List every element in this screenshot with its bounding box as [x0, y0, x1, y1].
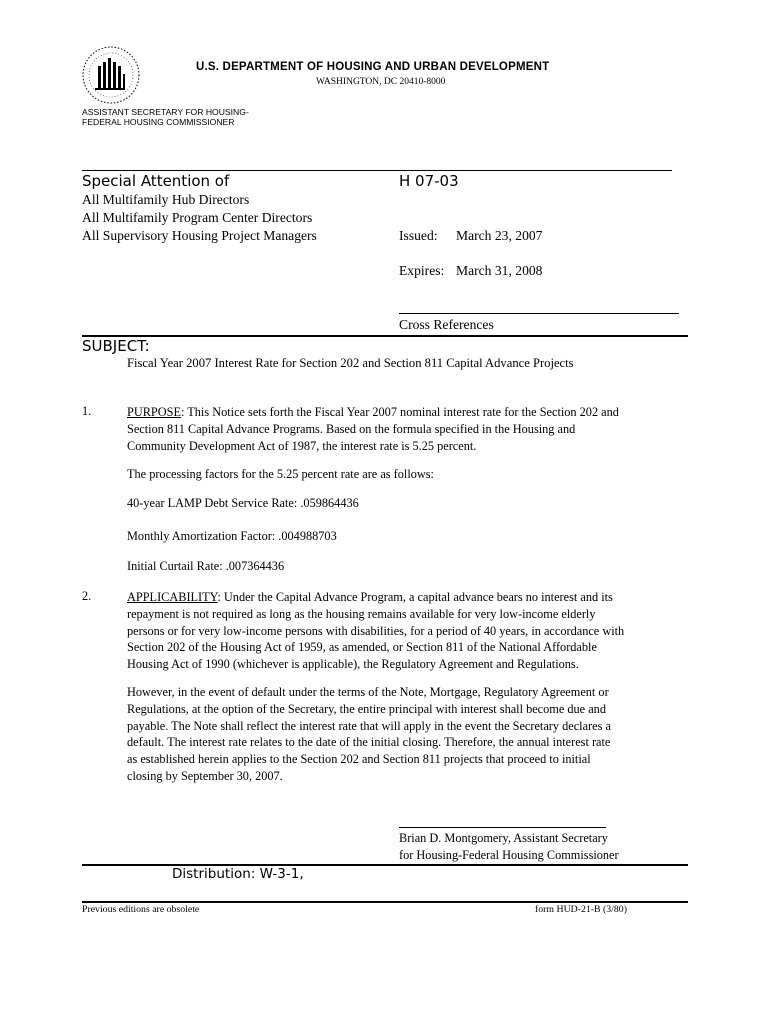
expires-date: March 31, 2008 [456, 263, 543, 278]
applicability-heading: APPLICABILITY [127, 590, 218, 604]
subject-text: Fiscal Year 2007 Interest Rate for Section 202 and Section 811 Capital Advance Projects [127, 356, 574, 370]
applicability-line-2: repayment is not required as long as the housing remains available for very low-income elderly [127, 606, 596, 621]
previous-editions-note: Previous editions are obsolete [82, 904, 200, 915]
recipient-1: All Multifamily Hub Directors [82, 192, 250, 207]
recipient-3: All Supervisory Housing Project Managers [82, 228, 317, 243]
cross-references-label: Cross References [399, 317, 494, 332]
purpose-heading: PURPOSE [127, 405, 181, 419]
issued-date: March 23, 2007 [456, 228, 543, 243]
recipient-2: All Multifamily Program Center Directors [82, 210, 313, 225]
factor-initial-curtail: Initial Curtail Rate: .007364436 [127, 559, 285, 573]
hud-seal-logo [80, 44, 142, 106]
footer-rule [82, 901, 688, 903]
default-line-6: closing by September 30, 2007. [127, 768, 283, 783]
signatory-name-title: Brian D. Montgomery, Assistant Secretary [399, 831, 608, 845]
factor-lamp-debt-service: 40-year LAMP Debt Service Rate: .059864436 [127, 496, 359, 510]
header-rule [82, 170, 672, 171]
signatory-office: for Housing-Federal Housing Commissioner [399, 848, 619, 862]
office-line-1: ASSISTANT SECRETARY FOR HOUSING- [82, 107, 249, 117]
purpose-line-3: Community Development Act of 1987, the interest rate is 5.25 percent. [127, 438, 477, 453]
factor-monthly-amortization: Monthly Amortization Factor: .004988703 [127, 529, 337, 543]
distribution-line: Distribution: W-3-1, [172, 866, 304, 882]
default-line-1: However, in the event of default under the terms of the Note, Mortgage, Regulatory Agreement or [127, 685, 609, 699]
section-1-purpose [127, 404, 697, 454]
section-2-applicability [127, 589, 697, 673]
expires-label: Expires: [399, 263, 445, 278]
subject-rule [82, 335, 688, 337]
default-line-5: as established herein applies to the Section 202 and Section 811 projects that proceed to initial [127, 752, 591, 767]
issued-label: Issued: [399, 228, 438, 243]
purpose-line-2: Section 811 Capital Advance Programs. Based on the formula specified in the Housing and [127, 421, 576, 436]
office-line-2: FEDERAL HOUSING COMMISSIONER [82, 117, 235, 127]
purpose-line-1: : This Notice sets forth the Fiscal Year 2007 nominal interest rate for the Section 202 and [181, 405, 619, 419]
default-line-2: Regulations, at the option of the Secretary, the entire principal with interest shall become due and [127, 701, 606, 716]
applicability-line-1: : Under the Capital Advance Program, a capital advance bears no interest and its [217, 590, 613, 604]
factors-intro: The processing factors for the 5.25 percent rate are as follows: [127, 467, 434, 481]
form-number: form HUD-21-B (3/80) [535, 904, 627, 915]
section-1-number: 1. [82, 404, 92, 418]
cross-references-rule [399, 313, 679, 314]
section-2-number: 2. [82, 589, 92, 603]
notice-number: H 07-03 [399, 172, 459, 190]
applicability-line-5: Housing Act of 1990 (whichever is applicable), the Regulatory Agreement and Regulations. [127, 657, 579, 672]
applicability-line-4: Section 202 of the Housing Act of 1959, as amended, or Section 811 of the National Affordable [127, 640, 597, 655]
default-line-3: payable. The Note shall reflect the interest rate that will apply in the event the Secretary declares a [127, 718, 611, 733]
department-name: U.S. DEPARTMENT OF HOUSING AND URBAN DEVELOPMENT [196, 61, 550, 73]
default-paragraph [127, 684, 697, 785]
applicability-line-3: persons or for very low-income persons with disabilities, for a period of 40 years, in accordance with [127, 623, 625, 638]
department-location: WASHINGTON, DC 20410-8000 [316, 77, 446, 87]
default-line-4: default. The interest rate relates to the date of the initial closing. Therefore, the annual interest rate [127, 735, 611, 750]
signature-line [399, 827, 606, 828]
subject-label: SUBJECT: [82, 337, 150, 355]
special-attention-heading: Special Attention of [82, 172, 230, 190]
